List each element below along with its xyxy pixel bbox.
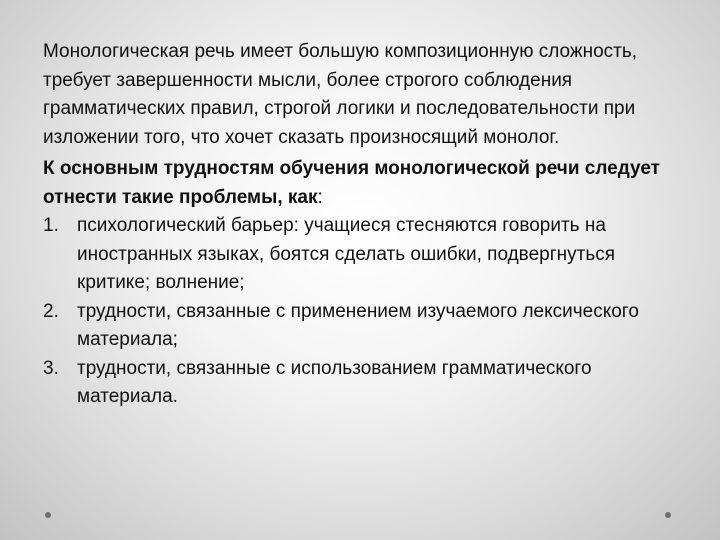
problems-list bbox=[43, 212, 683, 412]
list-item bbox=[43, 298, 683, 355]
list-item-text: психологический барьер: учащиеся стесняются говорить на иностранных языках, боятся сделать ошибки, подвергнуться критике; волнение; bbox=[77, 215, 616, 293]
list-item-text: трудности, связанные с использованием грамматического материала. bbox=[77, 357, 592, 407]
list-item bbox=[43, 355, 683, 412]
lead-colon: : bbox=[317, 186, 323, 208]
slide-content bbox=[43, 38, 683, 412]
decorative-dot-right bbox=[665, 512, 671, 518]
lead-paragraph bbox=[43, 155, 683, 212]
list-item-number: 3. bbox=[43, 357, 59, 379]
list-item bbox=[43, 212, 683, 298]
decorative-dot-left bbox=[45, 512, 51, 518]
intro-paragraph: Монологическая речь имеет большую композиционную сложность, требует завершенности мысли, более строгого соблюдения грамматических правил, строгой логики и последовательности при изложении того, что хочет сказать произносящий монолог. bbox=[43, 41, 638, 148]
list-item-number: 2. bbox=[43, 300, 59, 322]
list-item-text: трудности, связанные с применением изучаемого лексического материала; bbox=[77, 300, 639, 350]
lead-bold-text: К основным трудностям обучения монологической речи следует отнести такие проблемы, как bbox=[43, 158, 660, 208]
list-item-number: 1. bbox=[43, 215, 59, 236]
